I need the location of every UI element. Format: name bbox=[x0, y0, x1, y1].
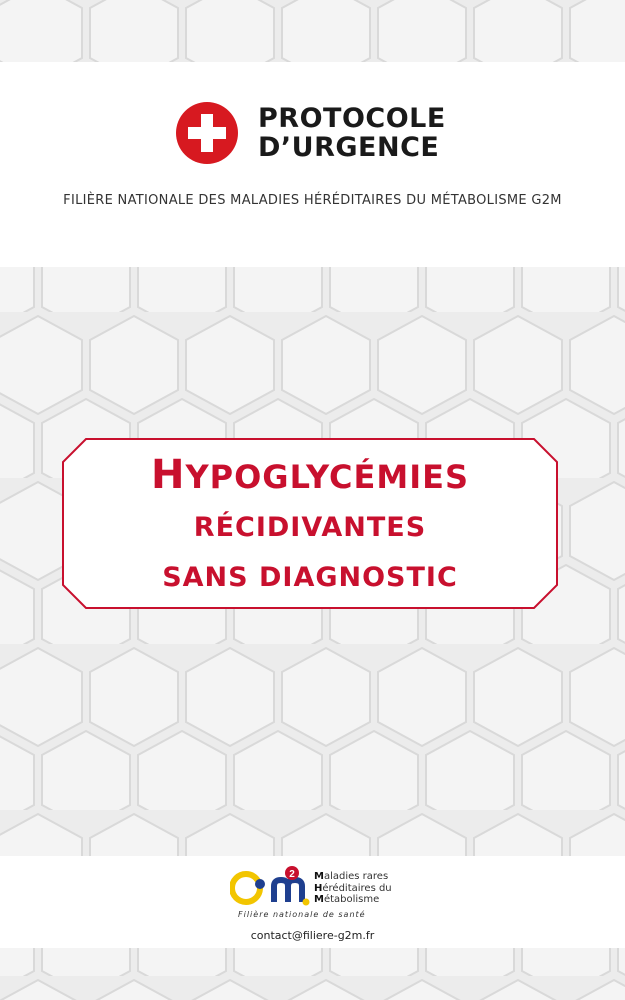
title-line-1 bbox=[62, 452, 558, 498]
title-line-3: SANS DIAGNOSTIC bbox=[162, 562, 458, 593]
title-line-1-initial: H bbox=[150, 452, 186, 498]
logo-superscript: 2 bbox=[289, 869, 295, 880]
logo-tagline: Filière nationale de santé bbox=[238, 910, 366, 919]
logo-wordmark: Maladies rares Héréditaires du Métabolisme bbox=[314, 871, 392, 905]
title-line-1-rest: YPOGLYCÉMIES bbox=[185, 458, 469, 496]
title-line-2: RÉCIDIVANTES bbox=[193, 512, 427, 543]
filiere-subtitle: FILIÈRE NATIONALE DES MALADIES HÉRÉDITAIRES DU MÉTABOLISME G2M bbox=[63, 193, 562, 208]
medical-cross-icon bbox=[176, 102, 238, 164]
protocol-title-line1: PROTOCOLE bbox=[258, 103, 446, 134]
contact-email-link[interactable]: contact@filiere-g2m.fr bbox=[250, 929, 375, 942]
protocol-title-line2: D’URGENCE bbox=[258, 132, 440, 163]
document-title-box bbox=[62, 438, 558, 609]
protocol-title bbox=[258, 104, 518, 162]
header-panel bbox=[0, 62, 625, 267]
